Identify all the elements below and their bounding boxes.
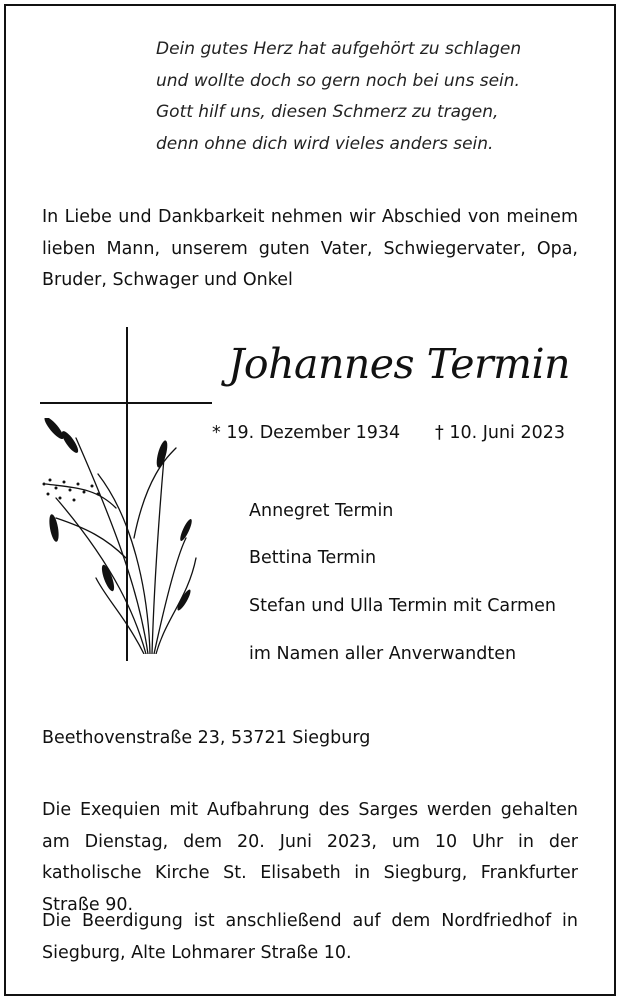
intro-text: In Liebe und Dankbarkeit nehmen wir Abschied von meinem lieben Mann, unserem guten Vater, Schwiegervater, Opa, Bruder, Schwager und Onkel (42, 207, 578, 290)
mourner-relatives: im Namen aller Anverwandten (249, 644, 517, 664)
wheat-icon (36, 418, 206, 654)
deceased-name: Johannes Termin (228, 340, 571, 388)
service-info: Die Exequien mit Aufbahrung des Sarges werden gehalten am Dienstag, dem 20. Juni 2023, um 10 Uhr in der katholische Kirche St. Elisabeth in Siegburg, Frankfurter Straße 90. (42, 800, 578, 915)
birth-date: * 19. Dezember 1934 (212, 423, 401, 443)
mourner-name: Annegret Termin (249, 501, 394, 521)
death-date: † 10. Juni 2023 (435, 423, 566, 443)
poem-line: denn ohne dich wird vieles anders sein. (156, 133, 494, 154)
mourner-name: Stefan und Ulla Termin mit Carmen (249, 596, 556, 616)
cross-horizontal-beam (40, 402, 212, 404)
poem (156, 34, 576, 160)
family-address: Beethovenstraße 23, 53721 Siegburg (42, 728, 371, 748)
mourner-name: Bettina Termin (249, 548, 377, 568)
poem-line: und wollte doch so gern noch bei uns sein. (156, 70, 520, 91)
poem-line: Gott hilf uns, diesen Schmerz zu tragen, (156, 102, 499, 122)
poem-line: Dein gutes Herz hat aufgehört zu schlagen (156, 39, 522, 59)
burial-info: Die Beerdigung ist anschließend auf dem Nordfriedhof in Siegburg, Alte Lohmarer Straße 10. (42, 911, 578, 963)
